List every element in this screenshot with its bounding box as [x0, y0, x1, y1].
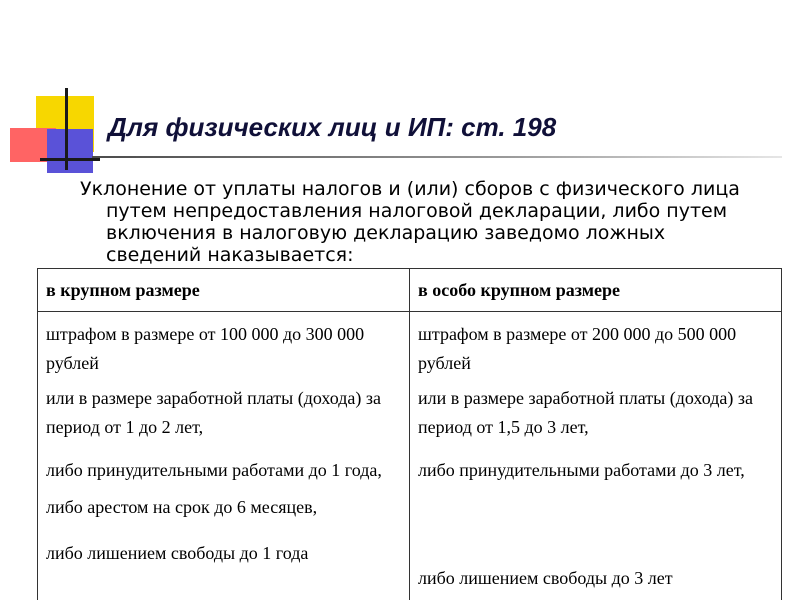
penalty-salary: или в размере заработной платы (дохода) за период от 1 до 2 лет,	[46, 388, 381, 437]
header-large-scale: в крупном размере	[38, 269, 410, 312]
cell-especially-large-scale-penalties	[410, 312, 782, 600]
logo-horizontal-line	[40, 158, 100, 161]
intro-paragraph: Уклонение от уплаты налогов и (или) сборов с физического лица путем непредоставления налоговой декларации, либо путем включения в налоговую декларацию заведомо ложных сведений наказывается:	[80, 178, 740, 266]
penalty-table	[37, 268, 782, 600]
header-especially-large-scale: в особо крупном размере	[410, 269, 782, 312]
penalty-arrest: либо арестом на срок до 6 месяцев,	[46, 497, 318, 517]
logo-blue-square	[47, 129, 93, 173]
table-row	[38, 312, 782, 600]
penalty-imprisonment: либо лишением свободы до 3 лет	[418, 568, 673, 588]
penalty-salary: или в размере заработной платы (дохода) за период от 1,5 до 3 лет,	[418, 388, 753, 437]
cell-large-scale-penalties	[38, 312, 410, 600]
penalty-forced-labor: либо принудительными работами до 3 лет,	[418, 460, 745, 480]
table-header-row	[38, 269, 782, 312]
penalty-imprisonment: либо лишением свободы до 1 года	[46, 543, 309, 563]
penalty-fine: штрафом в размере от 100 000 до 300 000 рублей	[46, 324, 365, 373]
penalty-forced-labor: либо принудительными работами до 1 года,	[46, 460, 382, 480]
title-underline	[92, 156, 782, 158]
slide-title: Для физических лиц и ИП: ст. 198	[108, 112, 557, 142]
penalty-fine: штрафом в размере от 200 000 до 500 000 рублей	[418, 324, 737, 373]
